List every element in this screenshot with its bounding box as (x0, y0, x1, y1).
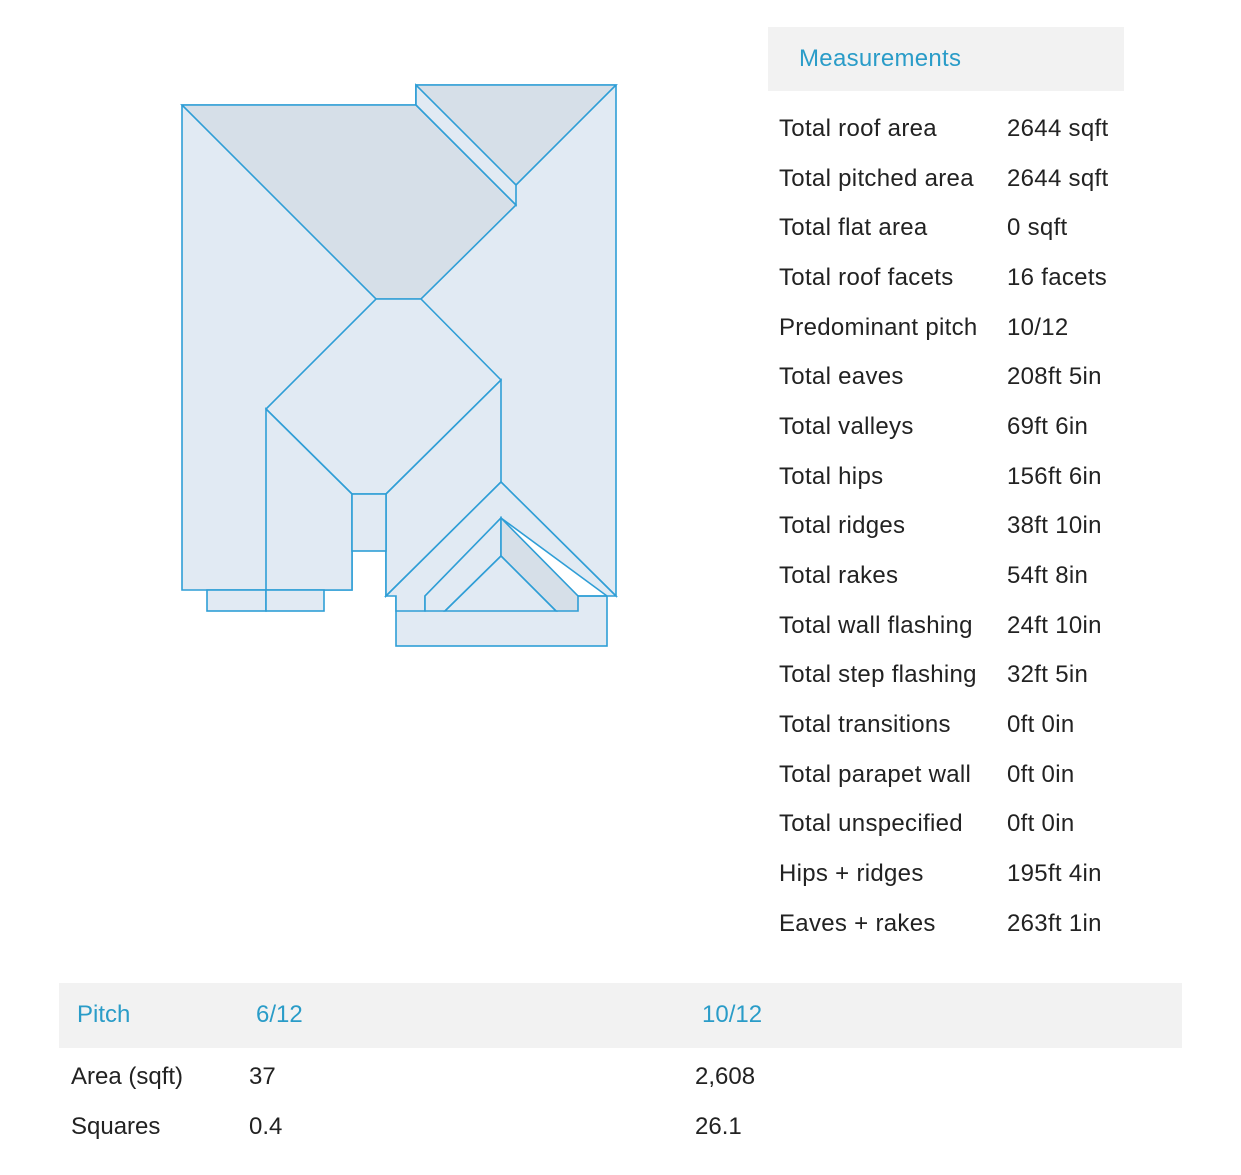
measurement-value: 208ft 5in (1007, 363, 1102, 391)
measurements-list (768, 104, 1124, 949)
measurement-label: Total transitions (779, 711, 951, 739)
roof-facet-eave-left-b (266, 590, 324, 611)
measurement-value: 38ft 10in (1007, 512, 1102, 540)
measurement-value: 156ft 6in (1007, 462, 1102, 490)
pitch-row-label: Area (sqft) (71, 1063, 184, 1090)
pitch-row-p2: 2,608 (695, 1063, 756, 1090)
measurement-label: Predominant pitch (779, 313, 978, 341)
measurement-value: 10/12 (1007, 313, 1069, 341)
measurement-value: 2644 sqft (1007, 164, 1109, 192)
measurement-row (768, 849, 1124, 899)
pitch-table (59, 983, 1182, 1153)
measurement-row (768, 800, 1124, 850)
pitch-header-p2: 10/12 (702, 1001, 763, 1028)
roof-facet-small-rect (352, 494, 386, 551)
measurement-row (768, 154, 1124, 204)
roof-facet-eave-left-a (207, 590, 266, 611)
measurement-row (768, 104, 1124, 154)
measurement-row (768, 750, 1124, 800)
measurement-value: 69ft 6in (1007, 412, 1089, 440)
measurement-row (768, 452, 1124, 502)
table-row (59, 1103, 1182, 1153)
measurement-value: 0ft 0in (1007, 711, 1075, 739)
measurement-label: Total roof area (779, 114, 937, 142)
measurement-value: 0ft 0in (1007, 760, 1075, 788)
measurements-panel (768, 27, 1124, 949)
measurement-value: 195ft 4in (1007, 860, 1102, 888)
measurement-label: Total unspecified (779, 810, 963, 838)
measurement-row (768, 352, 1124, 402)
measurement-label: Total eaves (779, 363, 904, 391)
measurement-label: Total pitched area (779, 164, 974, 192)
measurement-row (768, 601, 1124, 651)
measurement-label: Hips + ridges (779, 860, 924, 888)
measurement-label: Total hips (779, 462, 884, 490)
pitch-row-p1: 0.4 (249, 1113, 283, 1140)
measurement-value: 0ft 0in (1007, 810, 1075, 838)
measurement-row (768, 303, 1124, 353)
measurement-row (768, 700, 1124, 750)
measurement-label: Eaves + rakes (779, 909, 936, 937)
measurement-label: Total ridges (779, 512, 906, 540)
measurement-label: Total parapet wall (779, 760, 972, 788)
measurement-value: 0 sqft (1007, 214, 1068, 242)
measurement-row (768, 651, 1124, 701)
measurement-value: 263ft 1in (1007, 909, 1102, 937)
measurement-label: Total valleys (779, 412, 914, 440)
pitch-header-p1: 6/12 (256, 1001, 303, 1028)
measurement-label: Total rakes (779, 562, 899, 590)
roof-outline-diagram (0, 0, 640, 660)
measurement-row (768, 899, 1124, 949)
measurements-title: Measurements (768, 27, 1124, 91)
pitch-row-p2: 26.1 (695, 1113, 742, 1140)
measurement-row (768, 203, 1124, 253)
measurement-row (768, 502, 1124, 552)
measurement-row (768, 402, 1124, 452)
measurement-label: Total flat area (779, 214, 928, 242)
measurement-value: 24ft 10in (1007, 611, 1102, 639)
pitch-row-label: Squares (71, 1113, 161, 1140)
pitch-header-label: Pitch (77, 1001, 131, 1028)
table-row (59, 1053, 1182, 1103)
measurement-label: Total roof facets (779, 263, 954, 291)
measurement-label: Total step flashing (779, 661, 977, 689)
measurement-value: 16 facets (1007, 263, 1108, 291)
pitch-table-header (59, 983, 1182, 1048)
measurement-row (768, 551, 1124, 601)
measurement-row (768, 253, 1124, 303)
pitch-row-p1: 37 (249, 1063, 276, 1090)
measurement-value: 2644 sqft (1007, 114, 1109, 142)
measurement-value: 32ft 5in (1007, 661, 1089, 689)
measurement-label: Total wall flashing (779, 611, 973, 639)
measurement-value: 54ft 8in (1007, 562, 1089, 590)
